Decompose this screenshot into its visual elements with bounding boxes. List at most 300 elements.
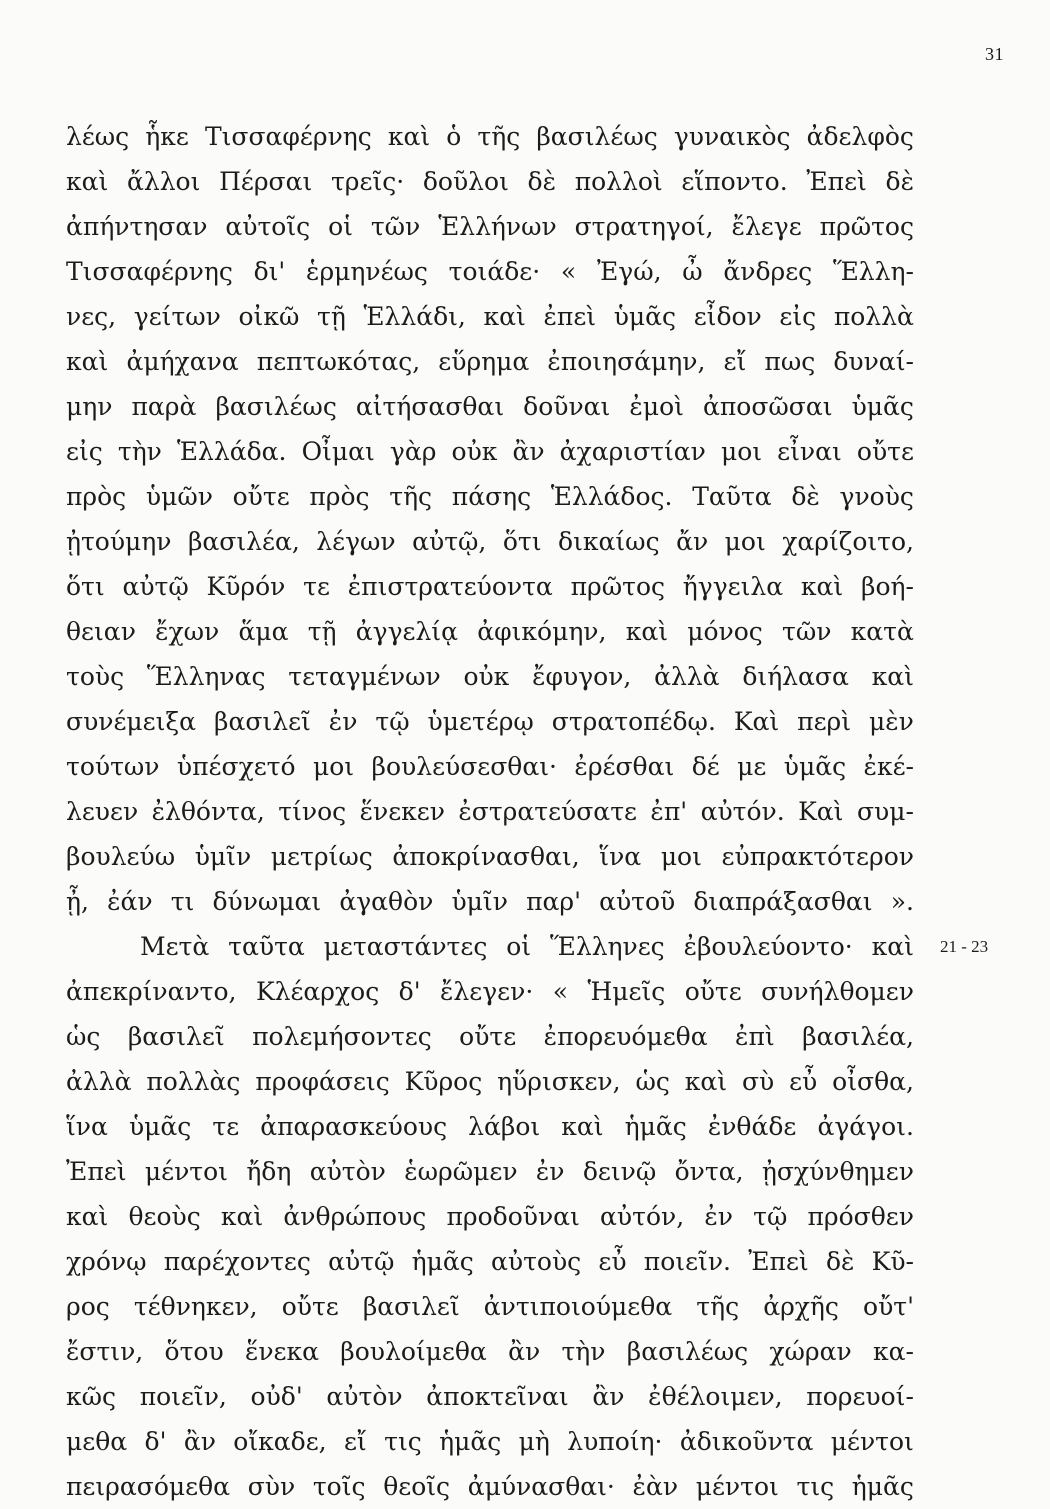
body-text	[66, 114, 914, 1509]
word: ἐπιστρατεύοντα	[347, 572, 553, 601]
word: ἤγγειλα	[682, 572, 784, 601]
word: μοι	[660, 842, 702, 871]
word: ἕνεκεν	[359, 797, 445, 826]
word: εὖ	[598, 1247, 627, 1276]
word: οἱ	[506, 932, 532, 961]
word: ἀποκτεῖναι	[426, 1382, 569, 1411]
text-line	[66, 1194, 914, 1239]
word: δέ	[691, 752, 720, 781]
word: ἀντιποιούμεθα	[483, 1292, 673, 1321]
word: ἐπεὶ	[543, 302, 597, 331]
word: εἵποντο.	[681, 167, 788, 196]
word: εἶδον	[693, 302, 762, 331]
text-line	[66, 429, 914, 474]
word: ἐθέλοιμεν,	[648, 1382, 783, 1411]
word: τῇ	[307, 617, 337, 646]
word: ὅτι	[66, 572, 105, 601]
word: ρος	[66, 1292, 110, 1321]
word: δεινῷ	[582, 1157, 657, 1186]
word: οὔτ'	[863, 1292, 914, 1321]
word: μοι	[720, 437, 763, 466]
word: ἀλλὰ	[66, 1067, 132, 1096]
word: διαπράξασθαι	[693, 887, 873, 916]
word: Ἑλλάδα.	[176, 437, 287, 466]
word: γὰρ	[389, 437, 437, 466]
word: τοὺς	[66, 662, 125, 691]
word: βοή-	[861, 572, 914, 601]
word: μην	[66, 392, 113, 421]
word: βασιλεῖ	[362, 1292, 460, 1321]
word: βασιλέως	[536, 122, 658, 151]
word: δὲ	[885, 167, 914, 196]
text-line	[66, 1284, 914, 1329]
word: καὶ	[800, 572, 844, 601]
text-line	[66, 699, 914, 744]
text-line	[66, 609, 914, 654]
word: συνήλθομεν	[761, 977, 914, 1006]
word: μέντοι	[830, 1427, 914, 1456]
word: ἀποκρίνασθαι,	[392, 842, 580, 871]
word: ἀγαθὸν	[339, 887, 434, 916]
word: δοῦλοι	[422, 167, 509, 196]
word: λυποίη·	[567, 1427, 663, 1456]
word: ἀδελφὸς	[806, 122, 914, 151]
word: βουλεύω	[66, 842, 176, 871]
word: δὲ	[527, 167, 557, 196]
word: ἀγάγοι.	[817, 1112, 914, 1141]
word: ἂν	[183, 1427, 216, 1456]
word: ἀμύνασθαι·	[467, 1472, 615, 1501]
word: βασιλεῖ	[127, 1022, 225, 1051]
text-line	[66, 969, 914, 1014]
text-line	[66, 384, 914, 429]
word: ἐν	[535, 1157, 565, 1186]
word: ηὕρισκεν,	[497, 1067, 621, 1096]
word: πάσης	[451, 482, 532, 511]
text-line	[66, 519, 914, 564]
word: νες,	[66, 302, 117, 331]
word: δοῦναι	[523, 392, 611, 421]
word: ἔφυγον,	[532, 662, 632, 691]
word: διήλασα	[742, 662, 849, 691]
word: ὑμᾶς	[783, 752, 847, 781]
word: στρατοπέδῳ.	[551, 707, 716, 736]
word: εὕρημα	[438, 347, 530, 376]
word: ᾐτούμην	[66, 527, 172, 556]
word: ἐν	[328, 707, 358, 736]
word: μέντοι	[695, 1472, 779, 1501]
word: ἀπήντησαν	[66, 212, 208, 241]
word: τὴν	[117, 437, 162, 466]
word: συμ-	[856, 797, 914, 826]
word: πολλὰ	[833, 302, 914, 331]
word: εἰς	[66, 437, 103, 466]
word: Οἶμαι	[301, 437, 375, 466]
word: μὴ	[518, 1427, 550, 1456]
word: πειρασόμεθα	[66, 1472, 231, 1501]
word: τούτων	[66, 752, 160, 781]
word: ἀλλὰ	[654, 662, 720, 691]
margin-section-note: 21 - 23	[940, 937, 989, 956]
word: ὑμῖν	[194, 842, 252, 871]
word: Ἑλλάδος.	[550, 482, 673, 511]
word: Ἑλλήνων	[438, 212, 557, 241]
word: τῷ	[375, 707, 410, 736]
text-line	[66, 1464, 914, 1509]
word: μεθα	[66, 1427, 128, 1456]
word: ἂν	[508, 1337, 541, 1366]
word: τεταγμένων	[288, 662, 441, 691]
word: δ'	[144, 1427, 167, 1456]
text-line	[66, 1374, 914, 1419]
word: ἔλεγεν·	[440, 977, 534, 1006]
word: ἔχων	[155, 617, 220, 646]
word: καὶ	[387, 122, 431, 151]
word: βασιλεῖ	[214, 707, 311, 736]
word: ὑμῖν	[451, 887, 508, 916]
word: ἐν	[704, 1202, 733, 1231]
word: σὺν	[247, 1472, 296, 1501]
word: δι'	[253, 257, 286, 286]
word: τῇ	[317, 302, 346, 331]
word: οὐδ'	[250, 1382, 303, 1411]
word: περὶ	[797, 707, 852, 736]
word: βασιλέως	[215, 392, 337, 421]
word: ὅτι	[502, 527, 542, 556]
word: καὶ	[66, 167, 109, 196]
text-line	[66, 249, 914, 294]
word: ἀρχῆς	[763, 1292, 839, 1321]
word: ἀπεκρίναντο,	[66, 977, 237, 1006]
word: πρόσθεν	[807, 1202, 914, 1231]
word: ἐρέσθαι	[574, 752, 675, 781]
word: ».	[890, 887, 914, 916]
word: τῶν	[782, 617, 832, 646]
word: τε	[212, 1112, 240, 1141]
word: οὔτε	[856, 437, 914, 466]
word: αὐτοὺς	[490, 1247, 582, 1276]
word: Τισσαφέρνης	[66, 257, 233, 286]
word: πως	[764, 347, 816, 376]
word: ἵνα	[66, 1112, 108, 1141]
word: τε	[303, 572, 330, 601]
text-line	[66, 294, 914, 339]
word: τῷ	[753, 1202, 788, 1231]
word: Ἑλλάδι,	[363, 302, 466, 331]
word: ἡμᾶς	[851, 1472, 914, 1501]
word: ἕνεκα	[244, 1337, 320, 1366]
word: οὔτε	[684, 977, 742, 1006]
word: Ἕλλη-	[832, 257, 914, 286]
word: πεπτωκότας,	[256, 347, 421, 376]
word: ἐστρατεύσατε	[458, 797, 637, 826]
word: εἰς	[779, 302, 817, 331]
word: ἐνθάδε	[707, 1112, 797, 1141]
word: ἐμοὶ	[629, 392, 684, 421]
word: σὺ	[741, 1067, 775, 1096]
word: ἤδη	[246, 1157, 292, 1186]
word: κῶς	[66, 1382, 117, 1411]
page-number: 31	[985, 44, 1004, 64]
word: μέντοι	[144, 1157, 228, 1186]
word: γυναικὸς	[673, 122, 791, 151]
text-line	[66, 474, 914, 519]
word: βουλοίμεθα	[340, 1337, 487, 1366]
word: βασιλέως	[626, 1337, 749, 1366]
text-line	[66, 1059, 914, 1104]
text-line	[66, 1419, 914, 1464]
word: Μετὰ	[140, 932, 210, 961]
word: ἀνθρώπους	[283, 1202, 427, 1231]
word: θειαν	[66, 617, 136, 646]
word: χρόνῳ	[66, 1247, 147, 1276]
text-line	[66, 1014, 914, 1059]
word: ἵνα	[599, 842, 642, 871]
word: θεοὺς	[128, 1202, 201, 1231]
text-line	[66, 339, 914, 384]
word: οὔτε	[281, 1292, 339, 1321]
word: ἑρμηνέως	[306, 257, 428, 286]
word: καὶ	[483, 302, 526, 331]
word: οἶσθα,	[832, 1067, 914, 1096]
word: οὐκ	[451, 437, 498, 466]
word: ἐλθόντα,	[151, 797, 265, 826]
word: ἀφικόμην,	[477, 617, 607, 646]
word: καὶ	[220, 1202, 264, 1231]
word: λέως	[66, 122, 130, 151]
word: ποιεῖν,	[139, 1382, 227, 1411]
word: καὶ	[871, 662, 914, 691]
word: αἰτήσασθαι	[355, 392, 505, 421]
word: πρῶτος	[819, 212, 914, 241]
word: ὄντα,	[674, 1157, 744, 1186]
word: δύνωμαι	[212, 887, 322, 916]
word: λευεν	[66, 797, 139, 826]
word: προφάσεις	[255, 1067, 390, 1096]
word: παρέχοντες	[163, 1247, 311, 1276]
word: μοι	[724, 527, 766, 556]
word: τι	[170, 887, 195, 916]
word: πορευοί-	[806, 1382, 914, 1411]
word: αὐτὸν	[309, 1157, 386, 1186]
word: δ'	[398, 977, 421, 1006]
word: ᾖ,	[66, 887, 89, 916]
text-line	[66, 879, 914, 924]
word: λάβοι	[468, 1112, 541, 1141]
word: ὑμῶν	[145, 482, 213, 511]
word: ἐπὶ	[735, 1022, 775, 1051]
text-line	[66, 564, 914, 609]
text-line	[66, 924, 914, 969]
word: Ἐγώ,	[596, 257, 662, 286]
word: αὐτῷ,	[412, 527, 487, 556]
word: οὔτε	[232, 482, 290, 511]
word: ἐβουλεύοντο·	[683, 932, 853, 961]
word: ποιεῖν.	[643, 1247, 731, 1276]
word: Πέρσαι	[219, 167, 313, 196]
word: οὔτε	[459, 1022, 517, 1051]
word: ἐπ'	[650, 797, 688, 826]
word: χώραν	[769, 1337, 852, 1366]
text-line	[66, 1239, 914, 1284]
text-line	[66, 1104, 914, 1149]
word: Ἕλληνας	[146, 662, 266, 691]
word: καὶ	[625, 617, 668, 646]
word: οἴκαδε,	[233, 1427, 327, 1456]
word: ἀδικοῦντα	[679, 1427, 814, 1456]
word: μὲν	[869, 707, 914, 736]
word: αὐτῷ	[328, 1247, 395, 1276]
text-line	[66, 654, 914, 699]
word: αὐτῷ	[122, 572, 189, 601]
word: προδοῦναι	[446, 1202, 580, 1231]
word: παρὰ	[131, 392, 197, 421]
word: ἄνδρες	[723, 257, 813, 286]
word: τοῖς	[312, 1472, 366, 1501]
word: ὑπέσχετό	[176, 752, 296, 781]
word: πολλὰς	[146, 1067, 241, 1096]
word: ᾐσχύνθημεν	[761, 1157, 914, 1186]
text-line	[66, 789, 914, 834]
word: μετρίως	[270, 842, 373, 871]
word: ἐάν	[107, 887, 153, 916]
word: οὐκ	[463, 662, 510, 691]
word: καὶ	[66, 347, 109, 376]
word: πρὸς	[309, 482, 370, 511]
word: πολλοὶ	[574, 167, 663, 196]
word: τῆς	[696, 1292, 740, 1321]
word: ἅμα	[238, 617, 289, 646]
word: συνέμειξα	[66, 707, 197, 736]
word: ἀπαρασκεύους	[260, 1112, 448, 1141]
word: οἰκῶ	[238, 302, 300, 331]
word: ταῦτα	[228, 932, 305, 961]
word: πρὸς	[66, 482, 127, 511]
word: ὑμετέρῳ	[427, 707, 534, 736]
text-line	[66, 114, 914, 159]
word: μόνος	[687, 617, 763, 646]
word: μεταστάντες	[323, 932, 488, 961]
word: ἐκέ-	[863, 752, 914, 781]
word: μοι	[312, 752, 355, 781]
word: δὲ	[791, 482, 820, 511]
word: ἂν	[512, 437, 545, 466]
word: ὡς	[66, 1022, 101, 1051]
word: Κῦρος	[404, 1067, 483, 1096]
word: πρῶτος	[570, 572, 665, 601]
word: ἀγγελίᾳ	[355, 617, 458, 646]
word: στρατηγοί,	[574, 212, 714, 241]
word: δικαίως	[558, 527, 660, 556]
word: ἔλεγε	[731, 212, 802, 241]
word: τοιάδε·	[448, 257, 541, 286]
word: Καὶ	[733, 707, 780, 736]
word: ὅτου	[164, 1337, 224, 1366]
word: καὶ	[561, 1112, 604, 1141]
word: καὶ	[66, 1202, 109, 1231]
word: ἡμᾶς	[439, 1427, 502, 1456]
word: αὐτοῖς	[225, 212, 311, 241]
word: εἴ	[723, 347, 747, 376]
word: παρ'	[526, 887, 581, 916]
word: βασιλέα,	[802, 1022, 914, 1051]
word: κα-	[872, 1337, 914, 1366]
word: τῆς	[477, 122, 521, 151]
word: ἀμήχανα	[126, 347, 239, 376]
word: δυναί-	[833, 347, 914, 376]
word: χαρίζοιτο,	[782, 527, 914, 556]
word: ἂν	[592, 1382, 625, 1411]
word: τὴν	[561, 1337, 606, 1366]
word: ἔστιν,	[66, 1337, 144, 1366]
text-line	[66, 1149, 914, 1194]
word: εὖ	[789, 1067, 818, 1096]
word: τις	[796, 1472, 835, 1501]
word: λέγων	[316, 527, 396, 556]
word: βουλεύσεσθαι·	[371, 752, 557, 781]
word: θεοῖς	[383, 1472, 451, 1501]
word: εἶναι	[777, 437, 842, 466]
text-line	[66, 159, 914, 204]
word: Ταῦτα	[692, 482, 772, 511]
word: ἀχαριστίαν	[559, 437, 706, 466]
text-line	[66, 744, 914, 789]
word: ἡμᾶς	[624, 1112, 687, 1141]
word: καὶ	[684, 1067, 728, 1096]
word: ἐὰν	[632, 1472, 679, 1501]
word: βασιλέα,	[187, 527, 300, 556]
word: ὑμᾶς	[613, 302, 677, 331]
word: πολεμήσοντες	[252, 1022, 432, 1051]
word: τρεῖς·	[330, 167, 405, 196]
word: οἱ	[328, 212, 353, 241]
text-line	[66, 204, 914, 249]
word: Ἐπεὶ	[66, 1157, 127, 1186]
word: τις	[384, 1427, 422, 1456]
word: ὑμᾶς	[128, 1112, 192, 1141]
word: Τισσαφέρνης	[204, 122, 372, 151]
word: αὐτόν.	[700, 797, 785, 826]
word: εἴ	[343, 1427, 367, 1456]
word: γείτων	[133, 302, 221, 331]
word: τῆς	[389, 482, 433, 511]
word: ἀποσῶσαι	[702, 392, 833, 421]
word: γνοὺς	[839, 482, 914, 511]
word: ἐπορευόμεθα	[543, 1022, 708, 1051]
word: αὐτὸν	[326, 1382, 403, 1411]
word: Καὶ	[798, 797, 844, 826]
word: ὑμᾶς	[851, 392, 914, 421]
word: ὁ	[446, 122, 462, 151]
word: Ἐπεὶ	[806, 167, 867, 196]
text-line	[66, 834, 914, 879]
word: Κῦρόν	[206, 572, 286, 601]
word: ἑωρῶμεν	[404, 1157, 518, 1186]
word: ὡς	[635, 1067, 670, 1096]
word: ἄλλοι	[126, 167, 201, 196]
word: Ἡμεῖς	[587, 977, 666, 1006]
word: τέθνηκεν,	[133, 1292, 258, 1321]
word: ἄν	[676, 527, 709, 556]
word: δὲ	[825, 1247, 855, 1276]
word: κατὰ	[850, 617, 914, 646]
word: τῶν	[370, 212, 421, 241]
word: με	[737, 752, 767, 781]
word: «	[552, 977, 568, 1006]
word: τίνος	[278, 797, 347, 826]
word: εὐπρακτότερον	[721, 842, 914, 871]
word: Ἕλληνες	[549, 932, 665, 961]
